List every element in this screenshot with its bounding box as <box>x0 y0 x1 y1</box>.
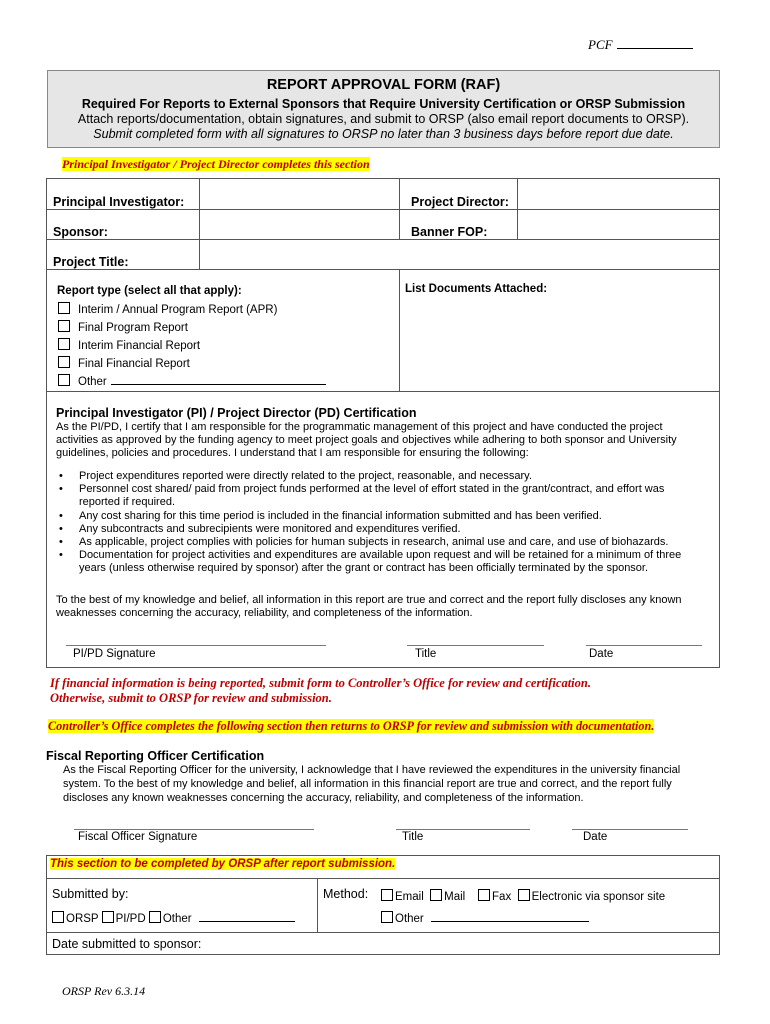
divider <box>317 878 318 932</box>
list-item: • Personnel cost shared/ paid from project funds performed at the level of effort stated in the grant/contract, and effort was reported if required. <box>56 483 706 509</box>
other-input-line[interactable] <box>199 910 295 922</box>
checkbox[interactable] <box>102 911 114 923</box>
orsp-note: This section to be completed by ORSP after report submission. <box>50 858 396 870</box>
divider <box>517 179 518 239</box>
pi-title-line[interactable] <box>407 645 544 646</box>
list-item: • Any cost sharing for this time period is included in the financial information submitted and has been verified. <box>56 510 706 523</box>
divider <box>47 878 719 879</box>
pi-signature-line[interactable] <box>66 645 326 646</box>
certification-intro: As the PI/PD, I certify that I am responsible for the programmatic management of this project and have conducted the project activities as approved by the funding agency to meet project goals and objectives while adhering to both sponsor and University guidelines, policies and procedures. I understand that I am responsible for ensuring the following: <box>56 421 677 460</box>
form-header <box>47 70 720 148</box>
list-item: • Any subcontracts and subrecipients were monitored and expenditures verified. <box>56 523 706 536</box>
checkbox[interactable] <box>381 889 393 901</box>
banner-fop-label: Banner FOP: <box>411 225 488 239</box>
project-title-label: Project Title: <box>53 255 129 269</box>
divider <box>399 269 400 391</box>
divider <box>399 179 400 239</box>
fiscal-date-label: Date <box>583 831 608 843</box>
pi-signature-label: PI/PD Signature <box>73 648 156 660</box>
controller-note: Controller’s Office completes the following section then returns to ORSP for review and submission with documentation. <box>48 719 655 733</box>
report-type-option[interactable]: Interim / Annual Program Report (APR) <box>58 302 277 316</box>
checkbox[interactable] <box>518 889 530 901</box>
checkbox[interactable] <box>58 374 70 386</box>
divider <box>199 239 200 269</box>
divider <box>47 239 719 240</box>
list-item: • As applicable, project complies with policies for human subjects in research, animal use and care, and use of biohazards. <box>56 536 706 549</box>
fiscal-signature-line[interactable] <box>74 829 314 830</box>
fiscal-date-line[interactable] <box>572 829 688 830</box>
report-type-option[interactable]: Final Financial Report <box>58 356 190 370</box>
certification-list <box>56 470 706 576</box>
divider <box>47 932 719 933</box>
fiscal-title-line[interactable] <box>396 829 530 830</box>
documents-label: List Documents Attached: <box>405 283 548 295</box>
form-deadline-note: Submit completed form with all signatures to ORSP no later than 3 business days before report due date. <box>93 127 674 141</box>
checkbox[interactable] <box>58 356 70 368</box>
submitted-by-label: Submitted by: <box>52 887 129 901</box>
form-instructions: Attach reports/documentation, obtain signatures, and submit to ORSP (also email report documents to ORSP). <box>77 112 690 126</box>
certification-closing: To the best of my knowledge and belief, all information in this report are true and correct and the report fully discloses any known weaknesses concerning the accuracy, reliability, and completeness of the information. <box>56 594 682 620</box>
pcf-input-line[interactable] <box>617 37 693 49</box>
checkbox[interactable] <box>58 302 70 314</box>
form-title: REPORT APPROVAL FORM (RAF) <box>266 77 501 93</box>
divider <box>199 179 200 239</box>
form-subtitle: Required For Reports to External Sponsors that Require University Certification or ORSP Submission <box>81 97 686 111</box>
report-type-option[interactable]: Interim Financial Report <box>58 338 200 352</box>
sponsor-label: Sponsor: <box>53 225 108 239</box>
financial-note: If financial information is being reported, submit form to Controller’s Office for review and certification. Otherwise, submit to ORSP for review and submission. <box>50 676 591 705</box>
divider <box>47 391 719 392</box>
fiscal-heading: Fiscal Reporting Officer Certification <box>46 749 265 763</box>
checkbox[interactable] <box>149 911 161 923</box>
pi-section-note: Principal Investigator / Project Director completes this section <box>62 157 370 171</box>
pcf-field <box>588 37 693 53</box>
checkbox[interactable] <box>381 911 393 923</box>
pi-label: Principal Investigator: <box>53 195 185 209</box>
date-submitted-label: Date submitted to sponsor: <box>52 937 202 951</box>
pi-date-label: Date <box>589 648 614 660</box>
submitted-by-options: ORSP PI/PD Other <box>52 910 295 925</box>
pi-date-line[interactable] <box>586 645 702 646</box>
checkbox[interactable] <box>52 911 64 923</box>
method-other: Other <box>381 910 589 925</box>
certification-heading: Principal Investigator (PI) / Project Director (PD) Certification <box>56 406 417 420</box>
checkbox[interactable] <box>58 320 70 332</box>
fiscal-signature-label: Fiscal Officer Signature <box>78 831 198 843</box>
method-options: Email Mail Fax Electronic via sponsor site <box>381 889 665 903</box>
fiscal-text: As the Fiscal Reporting Officer for the university, I acknowledge that I have reviewed the expenditures in the university financial system. To the best of my knowledge and belief, all information in this financial report are true and correct, and the report fully discloses any known weaknesses concerning the accuracy, reliability, and completeness of the information. <box>63 764 681 804</box>
other-input-line[interactable] <box>431 910 589 922</box>
checkbox[interactable] <box>430 889 442 901</box>
other-input-line[interactable] <box>111 374 326 385</box>
report-type-option[interactable]: Other <box>58 374 326 388</box>
revision-label: ORSP Rev 6.3.14 <box>62 984 146 998</box>
pcf-label: PCF <box>588 37 613 52</box>
divider <box>47 269 719 270</box>
pi-title-label: Title <box>415 648 437 660</box>
method-label: Method: <box>323 887 369 901</box>
report-type-label: Report type (select all that apply): <box>57 285 242 297</box>
checkbox[interactable] <box>478 889 490 901</box>
report-type-option[interactable]: Final Program Report <box>58 320 188 334</box>
list-item: • Project expenditures reported were directly related to the project, reasonable, and necessary. <box>56 470 706 483</box>
fiscal-title-label: Title <box>402 831 424 843</box>
checkbox[interactable] <box>58 338 70 350</box>
divider <box>47 209 719 210</box>
pd-label: Project Director: <box>411 195 509 209</box>
list-item: • Documentation for project activities and expenditures are available upon request and will be retained for a minimum of three years (unless otherwise required by sponsor) after the grant or contract has been officially terminated by the sponsor. <box>56 549 706 575</box>
